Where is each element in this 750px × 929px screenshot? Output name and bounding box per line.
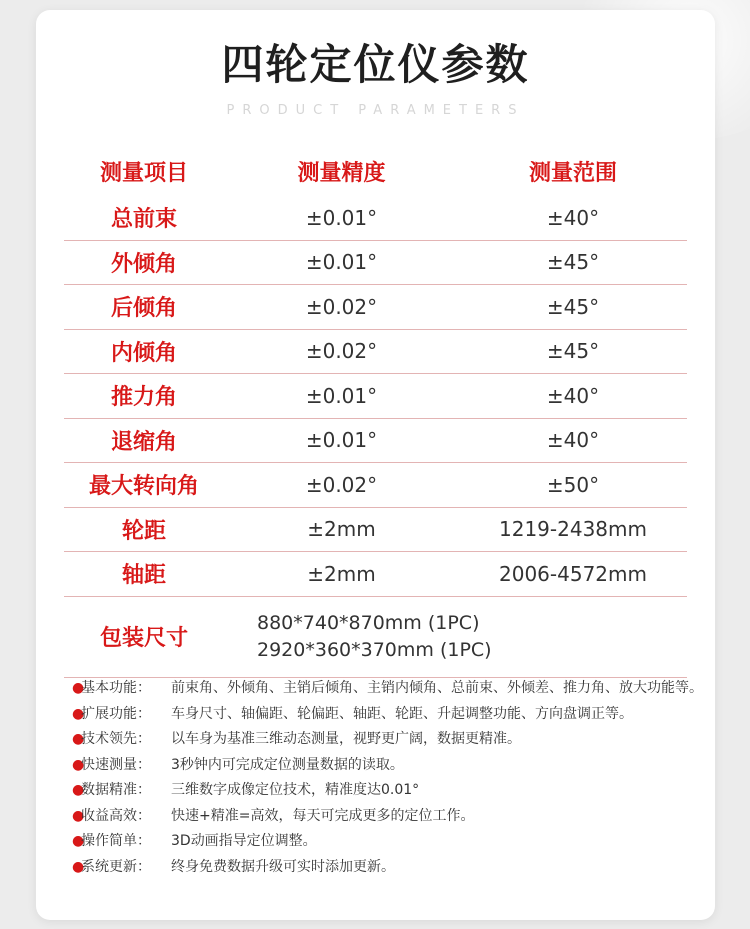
list-item: [72, 804, 712, 830]
feature-label: 快速测量：: [81, 756, 151, 773]
row-precision: ±0.01°: [305, 428, 378, 453]
bullet-icon: ●: [72, 858, 85, 875]
row-precision: ±0.02°: [305, 472, 378, 497]
feature-text: 快速+精准=高效，每天可完成更多的定位工作。: [171, 807, 475, 824]
row-range: 2006-4572mm: [499, 561, 647, 586]
row-precision: ±0.02°: [305, 294, 378, 319]
row-name: 推力角: [110, 385, 177, 411]
row-name: 内倾角: [110, 340, 177, 366]
column-header-range: 测量范围: [528, 160, 617, 186]
row-precision: ±0.02°: [305, 339, 378, 364]
packaging-row: [64, 597, 687, 678]
feature-label: 技术领先：: [81, 731, 151, 747]
row-range: ±50°: [546, 472, 600, 497]
feature-text: 以车身为基准三维动态测量，视野更广阔，数据更精准。: [171, 731, 521, 747]
list-item: [72, 727, 712, 753]
row-name: 退缩角: [110, 429, 177, 455]
feature-list: [72, 676, 712, 880]
table-row: [64, 285, 687, 330]
table-row: [64, 330, 687, 375]
bullet-icon: ●: [72, 833, 85, 849]
bullet-icon: ●: [72, 756, 85, 773]
list-item: [72, 753, 712, 779]
row-name: 总前束: [110, 207, 177, 233]
parameters-table: [64, 146, 687, 678]
table-row: [64, 463, 687, 508]
table-row: [64, 196, 687, 241]
table-row: [64, 419, 687, 464]
row-name: 轴距: [121, 563, 166, 589]
row-precision: ±2mm: [307, 517, 376, 542]
bullet-icon: ●: [72, 705, 85, 722]
packaging-size-2: 2920*360*370mm (1PC): [257, 638, 492, 661]
bullet-icon: ●: [72, 807, 85, 824]
row-name: 后倾角: [110, 296, 177, 322]
feature-text: 车身尺寸、轴偏距、轮偏距、轴距、轮距、升起调整功能、方向盘调正等。: [171, 705, 633, 722]
row-range: 1219-2438mm: [499, 517, 647, 542]
page-title: 四轮定位仪参数: [221, 40, 530, 89]
row-name: 外倾角: [110, 251, 177, 277]
feature-text: 3D动画指导定位调整。: [171, 833, 317, 849]
row-range: ±45°: [546, 294, 600, 319]
feature-label: 数据精准：: [81, 782, 151, 798]
row-range: ±40°: [546, 205, 600, 230]
feature-label: 扩展功能：: [81, 705, 151, 722]
list-item: [72, 855, 712, 881]
row-name: 最大转向角: [88, 474, 199, 500]
bullet-icon: ●: [72, 680, 85, 696]
table-row: [64, 552, 687, 597]
feature-text: 3秒钟内可完成定位测量数据的读取。: [171, 756, 404, 773]
column-header-item: 测量项目: [99, 160, 188, 186]
list-item: [72, 676, 712, 702]
table-row: [64, 241, 687, 286]
column-header-precision: 测量精度: [297, 160, 386, 186]
row-range: ±45°: [546, 250, 600, 275]
row-name: 轮距: [121, 518, 166, 544]
list-item: [72, 702, 712, 728]
row-precision: ±0.01°: [305, 205, 378, 230]
row-range: ±40°: [546, 428, 600, 453]
row-precision: ±0.01°: [305, 383, 378, 408]
feature-label: 基本功能：: [81, 680, 151, 696]
bullet-icon: ●: [72, 731, 85, 747]
list-item: [72, 829, 712, 855]
feature-text: 前束角、外倾角、主销后倾角、主销内倾角、总前束、外倾差、推力角、放大功能等。: [171, 680, 703, 696]
list-item: [72, 778, 712, 804]
packaging-label: 包装尺寸: [99, 626, 188, 651]
table-row: [64, 508, 687, 553]
parameters-card: [36, 10, 715, 920]
feature-text: 终身免费数据升级可实时添加更新。: [171, 858, 395, 875]
feature-text: 三维数字成像定位技术，精准度达0.01°: [171, 782, 420, 798]
page-subtitle: PRODUCT PARAMETERS: [226, 103, 525, 118]
bullet-icon: ●: [72, 782, 85, 798]
feature-label: 系统更新：: [81, 858, 151, 875]
row-precision: ±2mm: [307, 561, 376, 586]
table-header: [64, 146, 687, 196]
row-range: ±45°: [546, 339, 600, 364]
table-row: [64, 374, 687, 419]
packaging-size-1: 880*740*870mm (1PC): [257, 611, 480, 634]
packaging-sizes: [224, 610, 687, 664]
row-precision: ±0.01°: [305, 250, 378, 275]
row-range: ±40°: [546, 383, 600, 408]
feature-label: 操作简单：: [81, 833, 151, 849]
feature-label: 收益高效：: [81, 807, 151, 824]
